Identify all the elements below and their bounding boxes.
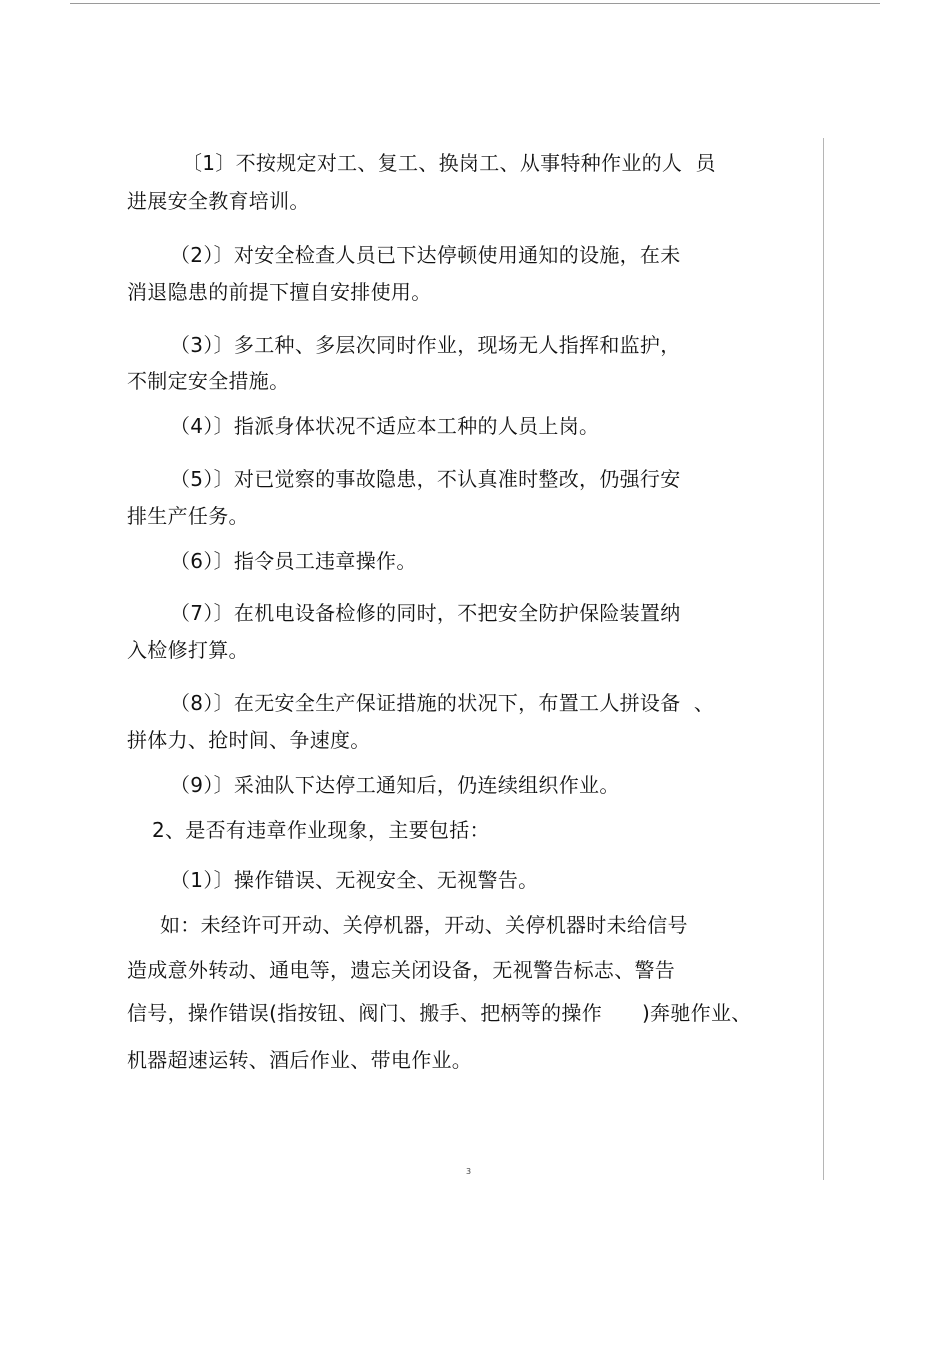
text-line: 造成意外转动、通电等，遗忘关闭设备，无视警告标志、警告 xyxy=(127,958,676,982)
text-line: （8）〕在无安全生产保证措施的状况下，布置工人拼设备 、 xyxy=(170,691,715,715)
text-line: （9）〕采油队下达停工通知后，仍连续组织作业。 xyxy=(170,773,620,797)
text-line: （5）〕对已觉察的事故隐患，不认真准时整改，仍强行安 xyxy=(170,467,681,491)
text-line: 入检修打算。 xyxy=(127,638,249,662)
text-line: 不制定安全措施。 xyxy=(127,369,290,393)
page-number: 3 xyxy=(466,1167,472,1176)
text-line: 排生产任务。 xyxy=(127,504,249,528)
text-line: （7）〕在机电设备检修的同时，不把安全防护保险装置纳 xyxy=(170,601,681,625)
text-line: 信号，操作错误(指按钮、阀门、搬手、把柄等的操作 )奔驰作业、 xyxy=(127,1001,752,1025)
text-line: 机器超速运转、酒后作业、带电作业。 xyxy=(127,1048,473,1072)
text-line: （6）〕指令员工违章操作。 xyxy=(170,549,417,573)
section-heading: 2、是否有违章作业现象，主要包括： xyxy=(152,818,490,842)
text-line: 如：未经许可开动、关停机器，开动、关停机器时未给信号 xyxy=(160,913,688,937)
text-line: （3）〕多工种、多层次同时作业，现场无人指挥和监护， xyxy=(170,333,681,357)
text-line: （1）〕操作错误、无视安全、无视警告。 xyxy=(170,868,539,892)
top-rule xyxy=(70,3,880,4)
text-line: （4）〕指派身体状况不适应本工种的人员上岗。 xyxy=(170,414,600,438)
margin-rule xyxy=(823,138,824,1180)
text-line: 消退隐患的前提下擅自安排使用。 xyxy=(127,280,432,304)
text-line: （2）〕对安全检查人员已下达停顿使用通知的设施，在未 xyxy=(170,243,681,267)
text-line: 进展安全教育培训。 xyxy=(127,189,310,213)
text-line: 拼体力、抢时间、争速度。 xyxy=(127,728,371,752)
text-line: 〔1〕不按规定对工、复工、换岗工、从事特种作业的人 员 xyxy=(182,151,716,175)
